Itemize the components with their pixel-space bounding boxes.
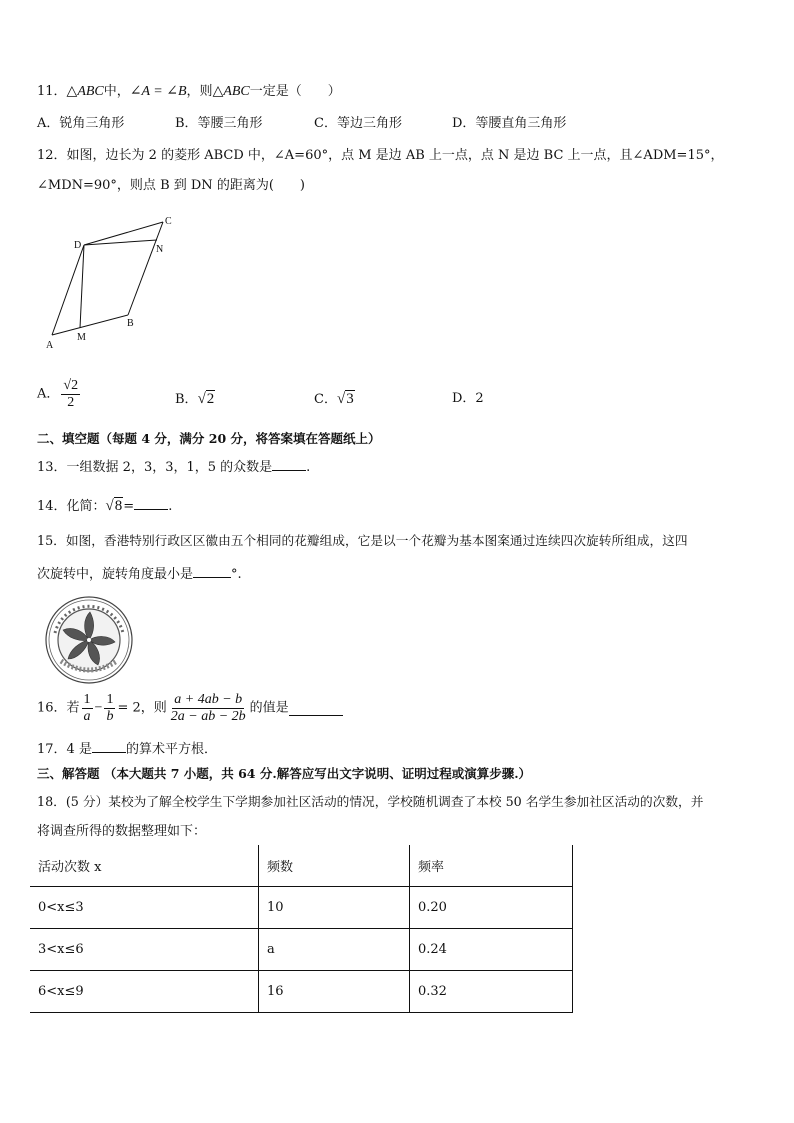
label-n: N xyxy=(156,244,164,255)
q12-option-c[interactable]: C．√3 xyxy=(314,391,354,407)
table-cell: 6<x≤9 xyxy=(30,971,259,1013)
hong-kong-emblem-image xyxy=(43,595,135,685)
fraction: $\frac{1}{b}$ xyxy=(106,692,114,724)
table-cell: 10 xyxy=(259,887,410,929)
q17-stem: 17．4 是 的算术平方根． xyxy=(37,738,217,759)
q15-stem-line1: 15．如图，香港特别行政区区徽由五个相同的花瓣组成，它是以一个花瓣为基本图案通过连续四次旋转所组成，这四 xyxy=(37,533,688,548)
q16-stem: 16．若 $\frac{1}{a}$ − $\frac{1}{b}$ = 2，则 $\frac{a + 4ab - b}{2a - ab - 2b}$ 的值是 xyxy=(37,692,343,725)
table-row xyxy=(30,971,573,1013)
answer-blank[interactable] xyxy=(289,701,343,716)
sqrt-expression: √3 xyxy=(336,391,354,407)
table-header-row xyxy=(30,845,573,887)
fraction: $\frac{√2}{2}$ xyxy=(63,378,79,410)
fraction: $\frac{1}{a}$ xyxy=(83,692,91,724)
q12-stem-line1: 12．如图，边长为 2 的菱形 ABCD 中，∠A=60°，点 M 是边 AB 上一点，点 N 是边 BC 上一点，且∠ADM=15°， xyxy=(37,148,724,163)
q11-option-c[interactable]: C．等边三角形 xyxy=(314,116,402,131)
q11-option-d[interactable]: D．等腰直角三角形 xyxy=(452,116,567,131)
table-cell: 16 xyxy=(259,971,410,1013)
q11-option-b[interactable]: B．等腰三角形 xyxy=(175,116,263,131)
q18-stem-line2: 将调查所得的数据整理如下： xyxy=(37,824,207,839)
q12-option-b[interactable]: B．√2 xyxy=(175,391,215,407)
table-cell: 0.32 xyxy=(410,971,573,1013)
answer-blank[interactable] xyxy=(92,738,126,753)
table-header-cell: 频率 xyxy=(410,845,573,887)
label-m: M xyxy=(77,332,86,343)
edge-dc xyxy=(84,222,163,245)
label-c: C xyxy=(165,216,172,227)
table-cell: 0.20 xyxy=(410,887,573,929)
q15-stem-line2: 次旋转中，旋转角度最小是 °. xyxy=(37,563,242,584)
section-2-heading: 二、填空题（每题 4 分，满分 20 分，将答案填在答题纸上） xyxy=(37,431,381,446)
table-cell: a xyxy=(259,929,410,971)
answer-blank[interactable] xyxy=(193,563,231,578)
table-header-cell: 频数 xyxy=(259,845,410,887)
table-row xyxy=(30,887,573,929)
sqrt-expression: √8 xyxy=(105,498,123,514)
q12-option-a[interactable]: A． $\frac{√2}{2}$ xyxy=(37,378,79,410)
table-cell: 0.24 xyxy=(410,929,573,971)
label-d: D xyxy=(74,240,82,251)
q11-option-a[interactable]: A．锐角三角形 xyxy=(37,116,125,131)
sqrt-expression: √2 xyxy=(197,391,215,407)
edge-ad xyxy=(52,245,84,335)
q13-stem: 13．一组数据 2，3，3，1，5 的众数是 . xyxy=(37,456,310,477)
edge-ab xyxy=(52,315,128,335)
label-b: B xyxy=(127,318,134,329)
answer-blank[interactable] xyxy=(272,456,306,471)
segment-dn xyxy=(84,240,157,245)
answer-blank[interactable] xyxy=(134,495,168,510)
label-a: A xyxy=(46,340,54,351)
table-cell: 0<x≤3 xyxy=(30,887,259,929)
q18-stem-line1: 18．(5 分）某校为了解全校学生下学期参加社区活动的情况，学校随机调查了本校 50 名学生参加社区活动的次数，并 xyxy=(37,794,704,809)
q14-stem: 14．化简：√8= . xyxy=(37,495,172,516)
table-row xyxy=(30,929,573,971)
q12-stem-line2: ∠MDN=90°，则点 B 到 DN 的距离为( ) xyxy=(37,178,305,193)
edge-cb xyxy=(128,222,163,315)
q12-option-d[interactable]: D．2 xyxy=(452,391,484,406)
fraction: $\frac{a + 4ab - b}{2a - ab - 2b}$ xyxy=(170,692,246,724)
frequency-table xyxy=(30,845,573,1013)
rhombus-figure xyxy=(40,210,190,355)
segment-dm xyxy=(80,245,84,328)
q11-stem: 11．△ABC中，∠A = ∠B，则△ABC一定是（ ） xyxy=(37,84,341,99)
section-3-heading: 三、解答题 （本大题共 7 小题，共 64 分.解答应写出文字说明、证明过程或演算步骤.） xyxy=(37,766,532,781)
table-header-cell: 活动次数 x xyxy=(30,845,259,887)
table-cell: 3<x≤6 xyxy=(30,929,259,971)
